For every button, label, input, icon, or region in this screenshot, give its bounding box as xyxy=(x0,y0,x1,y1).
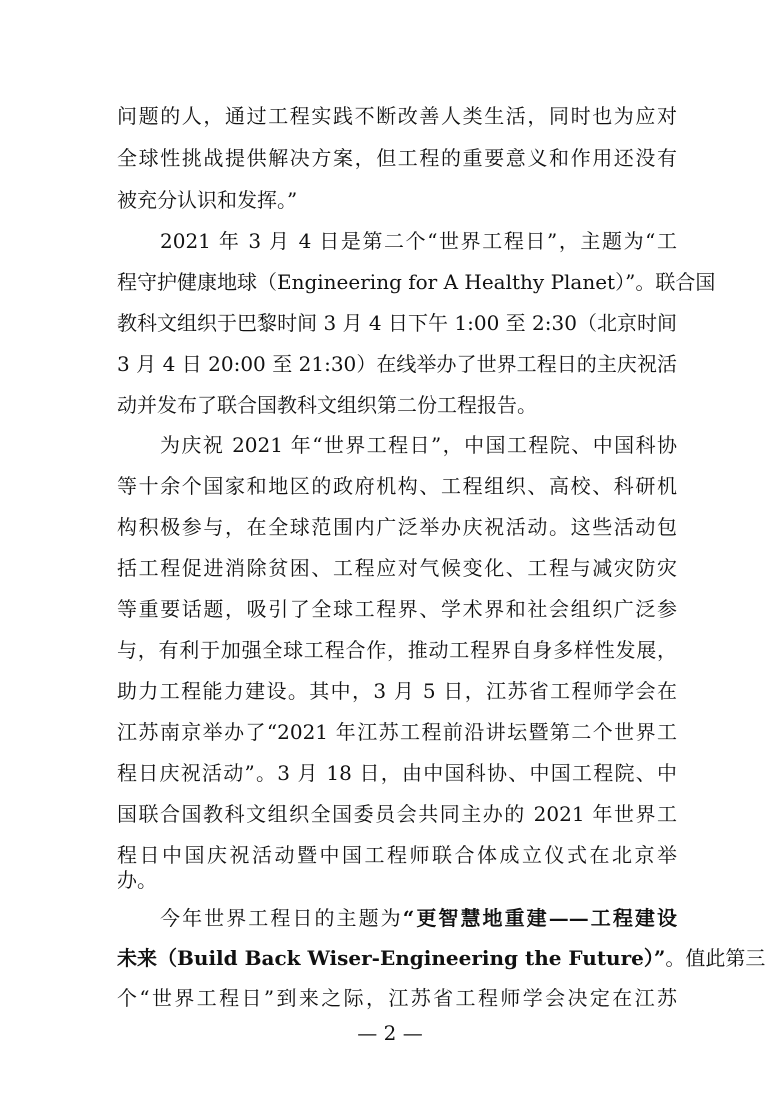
paragraph-2-line-4: 3 月 4 日 20:00 至 21:30）在线举办了世界工程日的主庆祝活 xyxy=(117,352,677,376)
paragraph-3-line-9: 程日庆祝活动”。3 月 18 日，由中国科协、中国工程院、中 xyxy=(117,761,677,785)
paragraph-2-line-2: 程守护健康地球（Engineering for A Healthy Planet）”。联合国 xyxy=(117,270,716,294)
paragraph-3-line-5: 等重要话题，吸引了全球工程界、学术界和社会组织广泛参 xyxy=(117,597,677,621)
paragraph-3-line-3: 构积极参与，在全球范围内广泛举办庆祝活动。这些活动包 xyxy=(117,515,677,539)
paragraph-3-line-12: 办。 xyxy=(117,868,157,892)
paragraph-1-line-2: 全球性挑战提供解决方案，但工程的重要意义和作用还没有 xyxy=(117,146,677,170)
paragraph-3-line-6: 与，有利于加强全球工程合作，推动工程界自身多样性发展， xyxy=(117,638,677,662)
page-number: — 2 — xyxy=(357,1021,423,1045)
paragraph-3-line-4: 括工程促进消除贫困、工程应对气候变化、工程与减灾防灾 xyxy=(117,556,677,580)
paragraph-2-line-3: 教科文组织于巴黎时间 3 月 4 日下午 1:00 至 2:30（北京时间 xyxy=(117,311,677,335)
paragraph-1-line-3: 被充分认识和发挥。” xyxy=(117,188,298,212)
paragraph-2-line-5: 动并发布了联合国教科文组织第二份工程报告。 xyxy=(117,393,537,417)
paragraph-4-theme-part-2: 未来（Build Back Wiser-Engineering the Future）” xyxy=(117,946,666,970)
paragraph-4-line-2-suffix: 。值此第三 xyxy=(665,946,766,970)
paragraph-4-line-1-prefix: 今年世界工程日的主题为 xyxy=(160,906,403,930)
paragraph-3-line-10: 国联合国教科文组织全国委员会共同主办的 2021 年世界工 xyxy=(117,802,677,826)
paragraph-3-line-2: 等十余个国家和地区的政府机构、工程组织、高校、科研机 xyxy=(117,474,677,498)
paragraph-1-line-1: 问题的人，通过工程实践不断改善人类生活，同时也为应对 xyxy=(117,104,677,128)
paragraph-3-line-1: 为庆祝 2021 年“世界工程日”，中国工程院、中国科协 xyxy=(160,433,677,457)
paragraph-4-line-1 xyxy=(160,898,677,938)
paragraph-4-line-2 xyxy=(117,938,766,978)
paragraph-3-line-11: 程日中国庆祝活动暨中国工程师联合体成立仪式在北京举 xyxy=(117,843,677,867)
paragraph-2-line-1: 2021 年 3 月 4 日是第二个“世界工程日”，主题为“工 xyxy=(160,229,677,253)
paragraph-4-theme-part-1: “更智慧地重建——工程建设 xyxy=(402,906,677,930)
paragraph-3-line-7: 助力工程能力建设。其中，3 月 5 日，江苏省工程师学会在 xyxy=(117,679,677,703)
paragraph-3-line-8: 江苏南京举办了“2021 年江苏工程前沿讲坛暨第二个世界工 xyxy=(117,720,677,744)
paragraph-4-line-3: 个“世界工程日”到来之际，江苏省工程师学会决定在江苏 xyxy=(117,986,677,1010)
